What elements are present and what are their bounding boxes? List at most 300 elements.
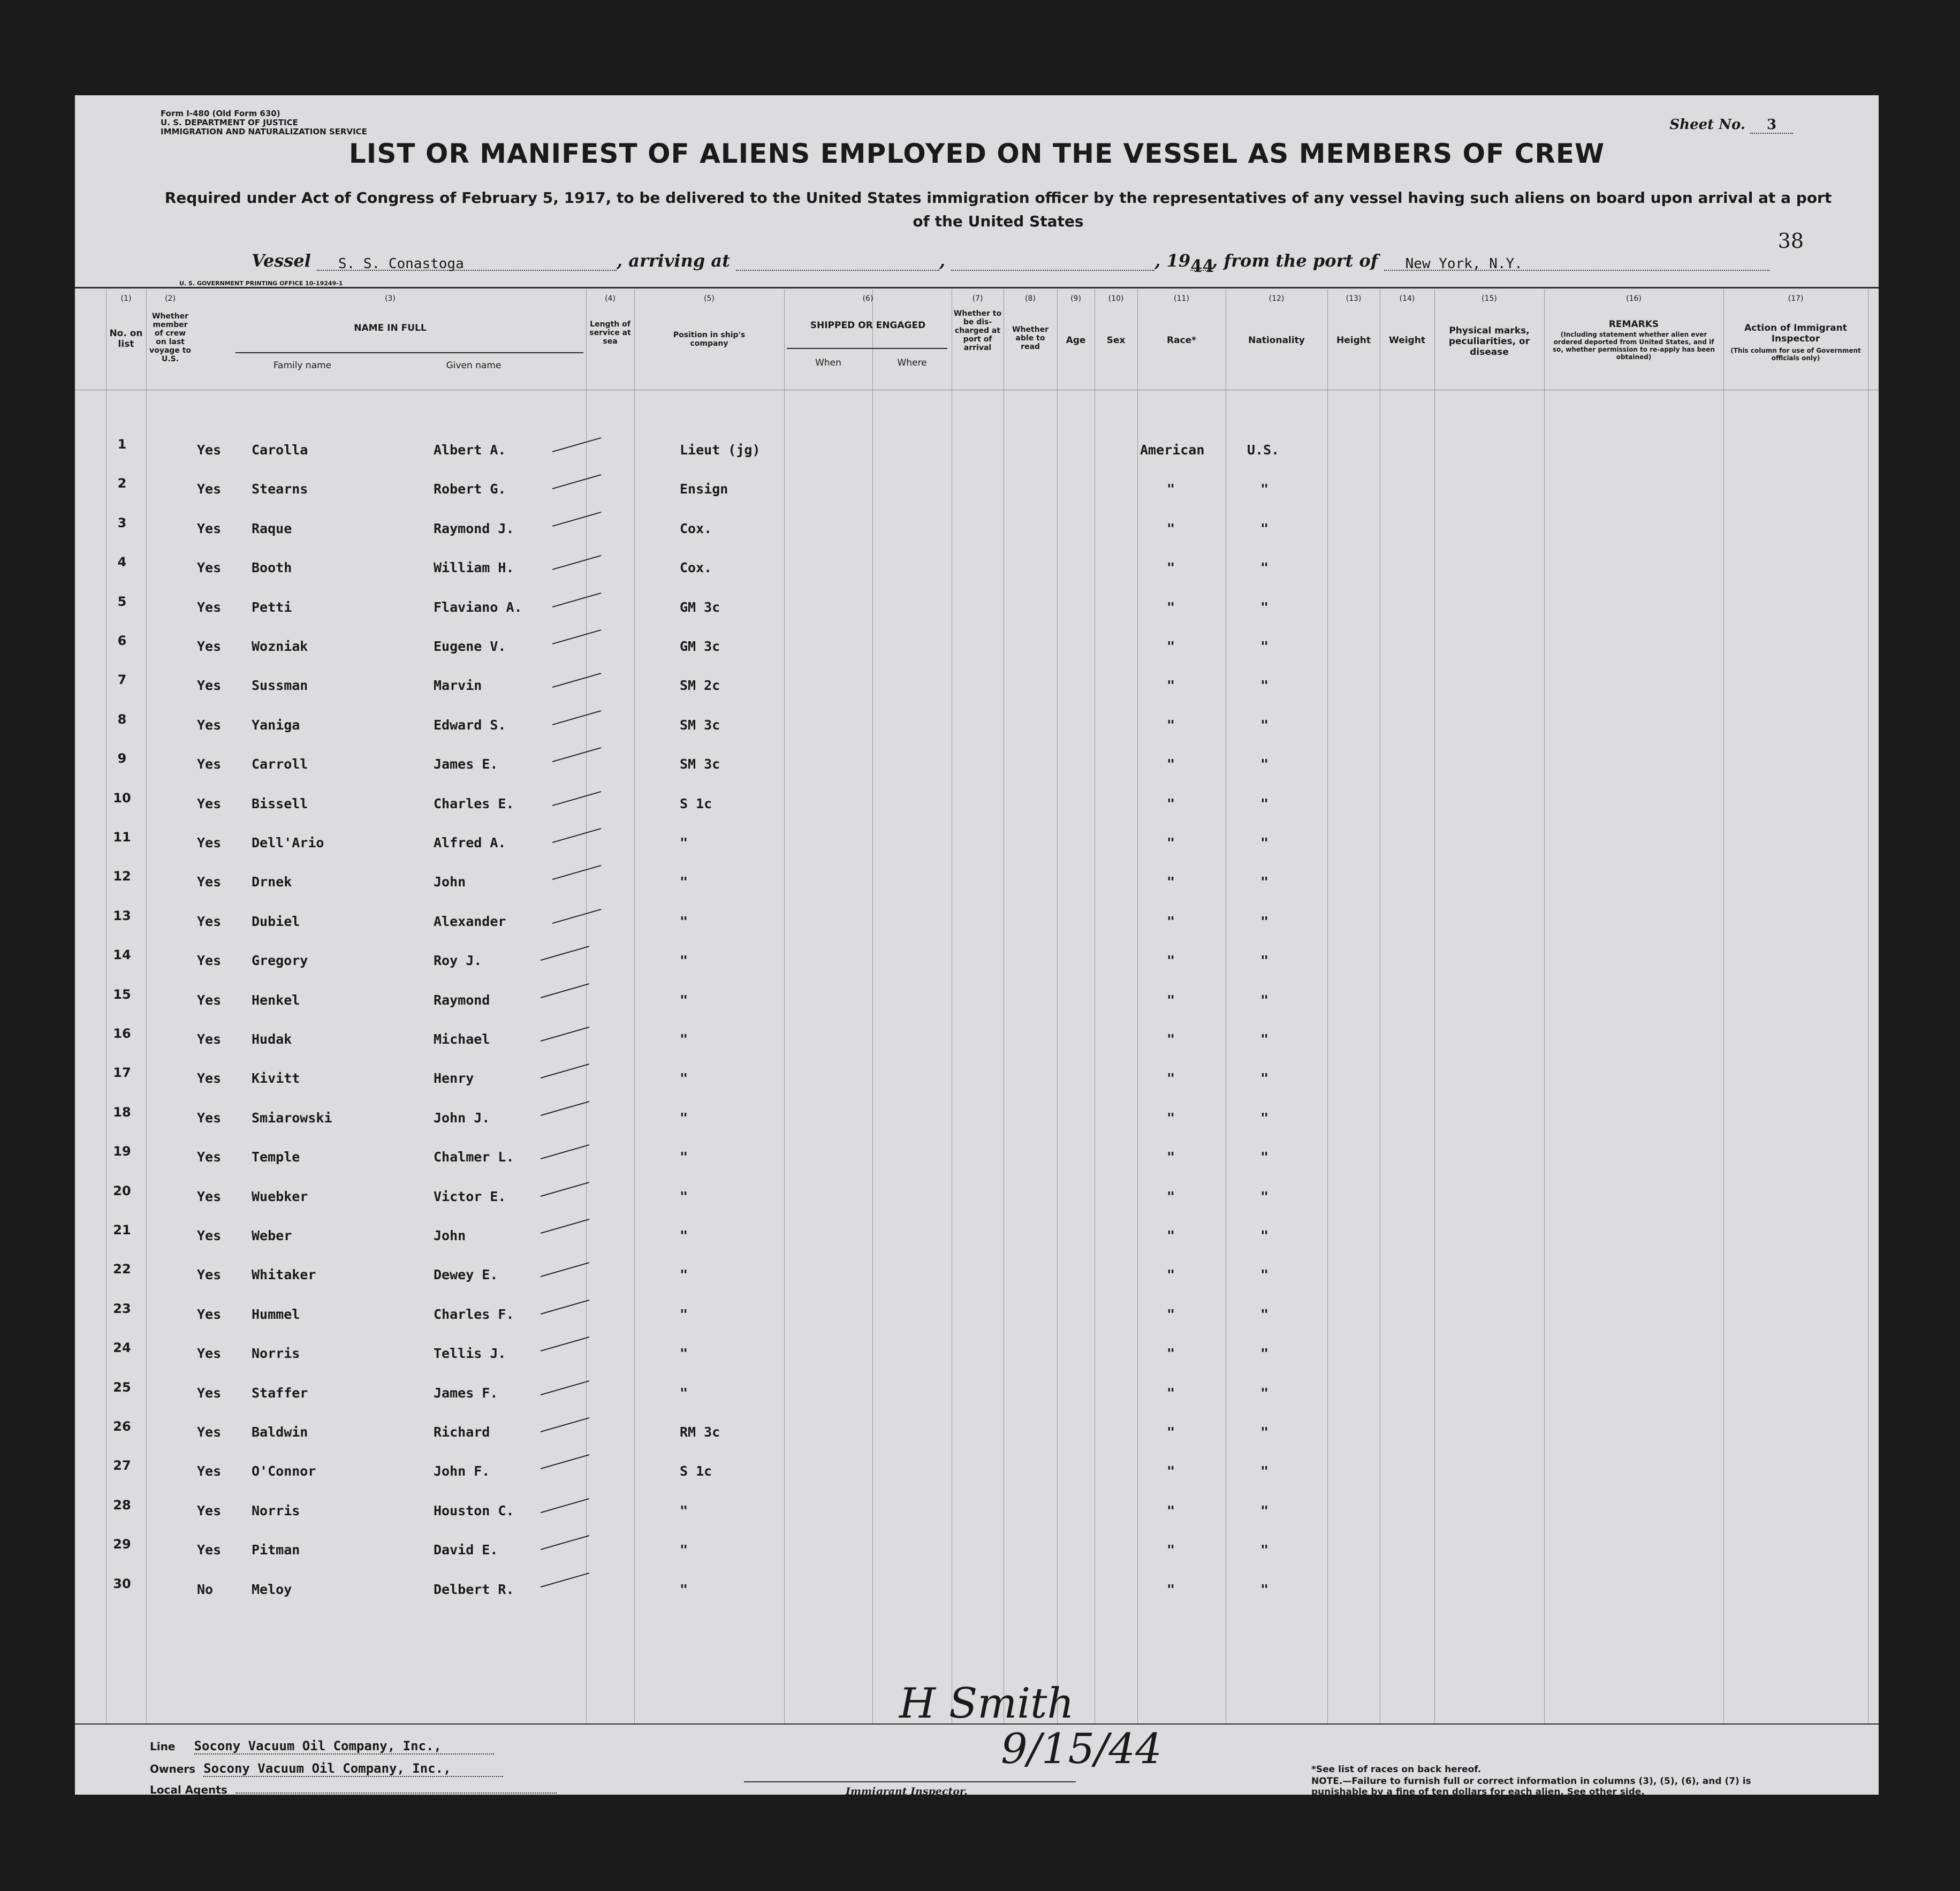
col-header-prev-voyage: Whether member of crew on last voyage to U.S. <box>149 312 192 363</box>
form-number: Form I-480 (Old Form 630) <box>161 109 280 118</box>
nationality-cell: " <box>1260 874 1269 890</box>
race-cell: " <box>1167 639 1175 654</box>
nationality-cell: " <box>1260 1385 1269 1401</box>
position-cell: " <box>680 835 688 850</box>
prev-voyage-cell: Yes <box>197 717 222 733</box>
line-value: Socony Vacuum Oil Company, Inc., <box>194 1738 494 1755</box>
row-number: 24 <box>113 1340 131 1356</box>
line-label: Line <box>150 1740 176 1753</box>
race-cell: " <box>1167 678 1175 694</box>
col-header-when: When <box>815 358 841 368</box>
position-cell: S 1c <box>680 795 712 811</box>
col-num-17: (17) <box>1788 294 1804 303</box>
check-mark <box>541 1417 590 1432</box>
nationality-cell: " <box>1260 1031 1269 1047</box>
family-name-cell: Bissell <box>252 795 308 811</box>
position-cell: " <box>680 913 688 929</box>
row-number: 8 <box>117 711 127 727</box>
row-number: 25 <box>113 1379 131 1395</box>
race-cell: " <box>1167 1424 1175 1440</box>
row-number: 7 <box>117 672 127 688</box>
given-name-cell: Richard <box>434 1424 490 1440</box>
col-header-no: No. on list <box>109 328 143 350</box>
from-port: New York, N.Y. <box>1384 256 1769 271</box>
race-cell: " <box>1167 1502 1175 1518</box>
col-header-age: Age <box>1066 335 1086 346</box>
col-header-action: Action of Immigrant Inspector <box>1744 323 1847 344</box>
race-cell: " <box>1167 717 1175 733</box>
prev-voyage-cell: Yes <box>197 1542 222 1558</box>
check-mark <box>541 1573 590 1588</box>
position-cell: " <box>680 1346 688 1362</box>
name-header-rule <box>235 352 583 353</box>
prev-voyage-cell: Yes <box>197 599 222 615</box>
inspector-line <box>744 1781 1076 1782</box>
check-mark <box>541 1027 590 1042</box>
prev-voyage-cell: Yes <box>197 1188 222 1204</box>
position-cell: Cox. <box>680 520 712 536</box>
arriving-blank <box>736 256 939 271</box>
row-number: 16 <box>113 1026 131 1041</box>
check-mark <box>552 629 602 644</box>
inspector-signature: H Smith <box>899 1680 1074 1728</box>
check-mark <box>541 1262 590 1277</box>
given-name-cell: John <box>434 1228 466 1243</box>
footer-line <box>150 1738 494 1755</box>
race-cell: " <box>1167 560 1175 576</box>
col-num-15: (15) <box>1482 294 1497 303</box>
race-cell: " <box>1167 481 1175 497</box>
col-header-service: Length of service at sea <box>589 320 631 346</box>
nationality-cell: " <box>1260 953 1269 969</box>
given-name-cell: Robert G. <box>434 481 506 497</box>
race-cell: " <box>1167 1228 1175 1243</box>
table-top-rule <box>75 287 1879 288</box>
row-number: 3 <box>117 515 127 530</box>
nationality-cell: " <box>1260 520 1269 536</box>
vessel-label: Vessel <box>252 250 311 271</box>
print-office: U. S. GOVERNMENT PRINTING OFFICE 10-19249-1 <box>179 280 343 287</box>
row-number: 6 <box>117 633 127 648</box>
row-number: 9 <box>117 751 127 766</box>
race-cell: " <box>1167 1581 1175 1597</box>
col-header-physical: Physical marks, peculiarities, or disease <box>1448 325 1530 358</box>
prev-voyage-cell: Yes <box>197 1385 222 1401</box>
nationality-cell: U.S. <box>1247 442 1280 458</box>
check-mark <box>541 946 590 961</box>
family-name-cell: Drnek <box>252 874 292 890</box>
family-name-cell: Hudak <box>252 1031 292 1047</box>
col-header-action-note: (This column for use of Government officials only) <box>1730 347 1861 362</box>
race-cell: " <box>1167 756 1175 772</box>
nationality-cell: " <box>1260 1306 1269 1322</box>
family-name-cell: Henkel <box>252 992 300 1008</box>
footer-owners <box>150 1761 503 1777</box>
check-mark <box>541 1219 590 1234</box>
race-cell: " <box>1167 1110 1175 1126</box>
given-name-cell: Roy J. <box>434 953 482 969</box>
page-number: 38 <box>1777 229 1804 253</box>
position-cell: Lieut (jg) <box>680 442 761 458</box>
position-cell: " <box>680 874 688 890</box>
races-note: *See list of races on back hereof. <box>1311 1764 1482 1775</box>
given-name-cell: Victor E. <box>434 1188 506 1204</box>
position-cell: " <box>680 1581 688 1597</box>
position-cell: " <box>680 1542 688 1558</box>
check-mark <box>552 512 602 527</box>
family-name-cell: Whitaker <box>252 1267 316 1283</box>
col-divider <box>586 289 587 1723</box>
given-name-cell: John F. <box>434 1463 490 1479</box>
given-name-cell: Flaviano A. <box>434 599 522 615</box>
race-cell: " <box>1167 1542 1175 1558</box>
owners-value: Socony Vacuum Oil Company, Inc., <box>203 1761 503 1777</box>
position-cell: " <box>680 1110 688 1126</box>
row-number: 20 <box>113 1183 131 1198</box>
family-name-cell: Yaniga <box>252 717 300 733</box>
position-cell: RM 3c <box>680 1424 720 1440</box>
col-num-14: (14) <box>1399 294 1415 303</box>
race-cell: " <box>1167 835 1175 850</box>
row-number: 5 <box>117 594 127 609</box>
family-name-cell: Petti <box>252 599 292 615</box>
col-num-2: (2) <box>165 294 176 303</box>
nationality-cell: " <box>1260 1188 1269 1204</box>
prev-voyage-cell: Yes <box>197 520 222 536</box>
row-number: 30 <box>113 1576 131 1591</box>
prev-voyage-cell: Yes <box>197 1228 222 1243</box>
family-name-cell: Gregory <box>252 953 308 969</box>
family-name-cell: Temple <box>252 1149 300 1165</box>
given-name-cell: Houston C. <box>434 1502 514 1518</box>
col-num-16: (16) <box>1626 294 1642 303</box>
prev-voyage-cell: Yes <box>197 835 222 850</box>
position-cell: " <box>680 992 688 1008</box>
date-blank <box>951 256 1154 271</box>
given-name-cell: John J. <box>434 1110 490 1126</box>
given-name-cell: James E. <box>434 756 498 772</box>
check-mark <box>541 1144 590 1159</box>
col-divider <box>872 289 873 1723</box>
col-header-remarks: REMARKS <box>1608 319 1659 330</box>
nationality-cell: " <box>1260 481 1269 497</box>
family-name-cell: Sussman <box>252 678 308 694</box>
position-cell: " <box>680 953 688 969</box>
check-mark <box>541 1535 590 1550</box>
position-cell: GM 3c <box>680 639 720 654</box>
col-header-remarks-note: (Including statement whether alien ever ordered deported from United States, and if so, whether permission to re-apply has been obtained) <box>1553 331 1715 361</box>
sheet-number <box>1669 117 1793 134</box>
nationality-cell: " <box>1260 717 1269 733</box>
col-header-weight: Weight <box>1389 335 1425 346</box>
nationality-cell: " <box>1260 1463 1269 1479</box>
race-cell: " <box>1167 953 1175 969</box>
race-cell: " <box>1167 874 1175 890</box>
check-mark <box>541 1380 590 1395</box>
check-mark <box>541 1300 590 1315</box>
prev-voyage-cell: Yes <box>197 874 222 890</box>
nationality-cell: " <box>1260 1502 1269 1518</box>
given-name-cell: John <box>434 874 466 890</box>
check-mark <box>541 1182 590 1197</box>
prev-voyage-cell: Yes <box>197 678 222 694</box>
position-cell: " <box>680 1149 688 1165</box>
col-header-given: Given name <box>446 360 502 371</box>
col-header-discharged: Whether to be dis-charged at port of arrival <box>953 309 1002 352</box>
prev-voyage-cell: Yes <box>197 992 222 1008</box>
nationality-cell: " <box>1260 1149 1269 1165</box>
inspection-date: 9/15/44 <box>1001 1725 1162 1773</box>
family-name-cell: Stearns <box>252 481 308 497</box>
nationality-cell: " <box>1260 1267 1269 1283</box>
vessel-row: Vessel S. S. Conastoga , arriving at , , 1944, from the port of New York, N.Y. <box>252 250 1769 271</box>
col-num-12: (12) <box>1268 294 1285 303</box>
given-name-cell: Tellis J. <box>434 1346 506 1362</box>
col-num-5: (5) <box>704 294 715 303</box>
family-name-cell: Smiarowski <box>252 1110 332 1126</box>
nationality-cell: " <box>1260 1581 1269 1597</box>
sheet-label: Sheet No. <box>1669 117 1745 133</box>
prev-voyage-cell: Yes <box>197 560 222 576</box>
family-name-cell: O'Connor <box>252 1463 316 1479</box>
row-number: 14 <box>113 947 131 963</box>
family-name-cell: Dubiel <box>252 913 300 929</box>
prev-voyage-cell: No <box>197 1581 214 1597</box>
row-number: 13 <box>113 908 131 923</box>
prev-voyage-cell: Yes <box>197 481 222 497</box>
race-cell: " <box>1167 1346 1175 1362</box>
position-cell: " <box>680 1502 688 1518</box>
shipped-header-rule <box>787 348 947 349</box>
row-number: 18 <box>113 1104 131 1120</box>
nationality-cell: " <box>1260 1424 1269 1440</box>
col-num-7: (7) <box>972 294 983 303</box>
family-name-cell: Pitman <box>252 1542 300 1558</box>
nationality-cell: " <box>1260 639 1269 654</box>
row-number: 27 <box>113 1458 131 1474</box>
agents-label: Local Agents <box>150 1783 227 1796</box>
given-name-cell: Henry <box>434 1070 474 1087</box>
prev-voyage-cell: Yes <box>197 1424 222 1440</box>
position-cell: " <box>680 1306 688 1322</box>
row-number: 10 <box>113 790 131 806</box>
check-mark <box>552 593 602 607</box>
given-name-cell: James F. <box>434 1385 498 1401</box>
check-mark <box>552 555 602 570</box>
given-name-cell: Dewey E. <box>434 1267 498 1283</box>
race-cell: " <box>1167 1070 1175 1087</box>
check-mark <box>552 437 602 452</box>
family-name-cell: Hummel <box>252 1306 300 1322</box>
col-divider <box>106 289 107 1723</box>
col-header-race: Race* <box>1166 335 1197 346</box>
col-divider <box>784 289 785 1723</box>
given-name-cell: Marvin <box>434 678 482 694</box>
check-mark <box>552 828 602 843</box>
year-suffix: 44 <box>1190 256 1214 276</box>
race-cell: " <box>1167 1031 1175 1047</box>
row-number: 28 <box>113 1497 131 1513</box>
prev-voyage-cell: Yes <box>197 639 222 654</box>
form-header <box>161 109 367 136</box>
family-name-cell: Meloy <box>252 1581 292 1597</box>
given-name-cell: Edward S. <box>434 717 506 733</box>
col-header-read: Whether able to read <box>1012 325 1049 351</box>
prev-voyage-cell: Yes <box>197 442 222 458</box>
position-cell: " <box>680 1070 688 1087</box>
position-cell: " <box>680 1188 688 1204</box>
row-number: 2 <box>117 476 127 491</box>
row-number: 12 <box>113 869 131 884</box>
race-cell: " <box>1167 1267 1175 1283</box>
position-cell: " <box>680 1385 688 1401</box>
col-divider <box>1434 289 1435 1723</box>
row-number: 17 <box>113 1065 131 1081</box>
family-name-cell: Norris <box>252 1346 300 1362</box>
manifest-sheet <box>75 95 1879 1814</box>
family-name-cell: Dell'Ario <box>252 835 324 850</box>
position-cell: " <box>680 1267 688 1283</box>
col-header-sex: Sex <box>1106 335 1126 346</box>
col-divider <box>1137 289 1138 1723</box>
given-name-cell: Delbert R. <box>434 1581 514 1597</box>
race-cell: " <box>1167 795 1175 811</box>
col-num-8: (8) <box>1025 294 1036 303</box>
nationality-cell: " <box>1260 835 1269 850</box>
position-cell: SM 3c <box>680 756 720 772</box>
family-name-cell: Carolla <box>252 442 308 458</box>
check-mark <box>541 1101 590 1116</box>
from-port-label: from the port of <box>1224 250 1378 271</box>
nationality-cell: " <box>1260 599 1269 615</box>
col-header-height: Height <box>1336 335 1371 346</box>
department: U. S. DEPARTMENT OF JUSTICE <box>161 118 298 127</box>
col-divider <box>146 289 147 1723</box>
prev-voyage-cell: Yes <box>197 953 222 969</box>
prev-voyage-cell: Yes <box>197 1502 222 1518</box>
prev-voyage-cell: Yes <box>197 913 222 929</box>
vessel-name: S. S. Conastoga <box>317 256 617 271</box>
prev-voyage-cell: Yes <box>197 1267 222 1283</box>
nationality-cell: " <box>1260 1070 1269 1087</box>
prev-voyage-cell: Yes <box>197 1463 222 1479</box>
family-name-cell: Baldwin <box>252 1424 308 1440</box>
given-name-cell: Raymond J. <box>434 520 514 536</box>
given-name-cell: Charles F. <box>434 1306 514 1322</box>
row-number: 19 <box>113 1144 131 1159</box>
given-name-cell: David E. <box>434 1542 498 1558</box>
col-header-family: Family name <box>273 360 332 371</box>
given-name-cell: Charles E. <box>434 795 514 811</box>
family-name-cell: Wuebker <box>252 1188 308 1204</box>
sheet-value: 3 <box>1750 117 1793 134</box>
col-num-3: (3) <box>385 294 396 303</box>
prev-voyage-cell: Yes <box>197 1110 222 1126</box>
check-mark <box>552 865 602 880</box>
col-divider <box>1327 289 1328 1723</box>
family-name-cell: Staffer <box>252 1385 308 1401</box>
position-cell: " <box>680 1031 688 1047</box>
col-num-9: (9) <box>1070 294 1081 303</box>
family-name-cell: Raque <box>252 520 292 536</box>
inspector-label: Immigrant Inspector. <box>846 1786 968 1797</box>
year-prefix: 19 <box>1166 250 1191 271</box>
family-name-cell: Booth <box>252 560 292 576</box>
row-number: 23 <box>113 1301 131 1316</box>
nationality-cell: " <box>1260 560 1269 576</box>
check-mark <box>552 673 602 688</box>
page-subtitle: Required under Act of Congress of February 5, 1917, to be delivered to the United States immigration officer by the representatives of any vessel having such aliens on board upon arrival at a port of the United States <box>164 189 1832 230</box>
col-header-nationality: Nationality <box>1248 335 1305 346</box>
given-name-cell: Raymond <box>434 992 490 1008</box>
family-name-cell: Weber <box>252 1228 292 1243</box>
nationality-cell: " <box>1260 992 1269 1008</box>
nationality-cell: " <box>1260 1228 1269 1243</box>
given-name-cell: Alfred A. <box>434 835 506 850</box>
position-cell: Cox. <box>680 560 712 576</box>
check-mark <box>541 983 590 998</box>
col-num-1: (1) <box>120 294 132 303</box>
row-number: 26 <box>113 1419 131 1434</box>
family-name-cell: Norris <box>252 1502 300 1518</box>
nationality-cell: " <box>1260 678 1269 694</box>
col-divider <box>1544 289 1545 1723</box>
check-mark <box>552 710 602 725</box>
row-number: 4 <box>117 555 127 570</box>
prev-voyage-cell: Yes <box>197 1306 222 1322</box>
row-number: 21 <box>113 1222 131 1237</box>
agents-value <box>235 1793 557 1794</box>
service: IMMIGRATION AND NATURALIZATION SERVICE <box>161 127 367 136</box>
row-number: 1 <box>117 437 127 452</box>
given-name-cell: Eugene V. <box>434 639 506 654</box>
check-mark <box>541 1336 590 1351</box>
owners-label: Owners <box>150 1763 196 1775</box>
col-header-name: NAME IN FULL <box>354 323 427 333</box>
family-name-cell: Wozniak <box>252 639 308 654</box>
col-num-10: (10) <box>1108 294 1124 303</box>
race-cell: " <box>1167 599 1175 615</box>
col-num-13: (13) <box>1346 294 1362 303</box>
position-cell: GM 3c <box>680 599 720 615</box>
row-number: 15 <box>113 986 131 1002</box>
footer-agents <box>150 1783 557 1796</box>
position-cell: " <box>680 1228 688 1243</box>
page-title: LIST OR MANIFEST OF ALIENS EMPLOYED ON THE VESSEL AS MEMBERS OF CREW <box>348 138 1605 169</box>
check-mark <box>541 1498 590 1513</box>
given-name-cell: William H. <box>434 560 514 576</box>
row-number: 29 <box>113 1537 131 1552</box>
arriving-label: arriving at <box>628 250 730 271</box>
race-cell: " <box>1167 1188 1175 1204</box>
race-cell: " <box>1167 1463 1175 1479</box>
race-cell: " <box>1167 1306 1175 1322</box>
race-cell: " <box>1167 913 1175 929</box>
col-divider <box>634 289 635 1723</box>
nationality-cell: " <box>1260 1346 1269 1362</box>
position-cell: S 1c <box>680 1463 712 1479</box>
nationality-cell: " <box>1260 1542 1269 1558</box>
prev-voyage-cell: Yes <box>197 756 222 772</box>
check-mark <box>541 1454 590 1469</box>
position-cell: Ensign <box>680 481 728 497</box>
row-number: 11 <box>113 830 131 845</box>
race-cell: " <box>1167 1385 1175 1401</box>
form-code: 19—19349 <box>1739 1807 1777 1814</box>
race-cell: " <box>1167 1149 1175 1165</box>
col-divider <box>1057 289 1058 1723</box>
position-cell: SM 2c <box>680 678 720 694</box>
